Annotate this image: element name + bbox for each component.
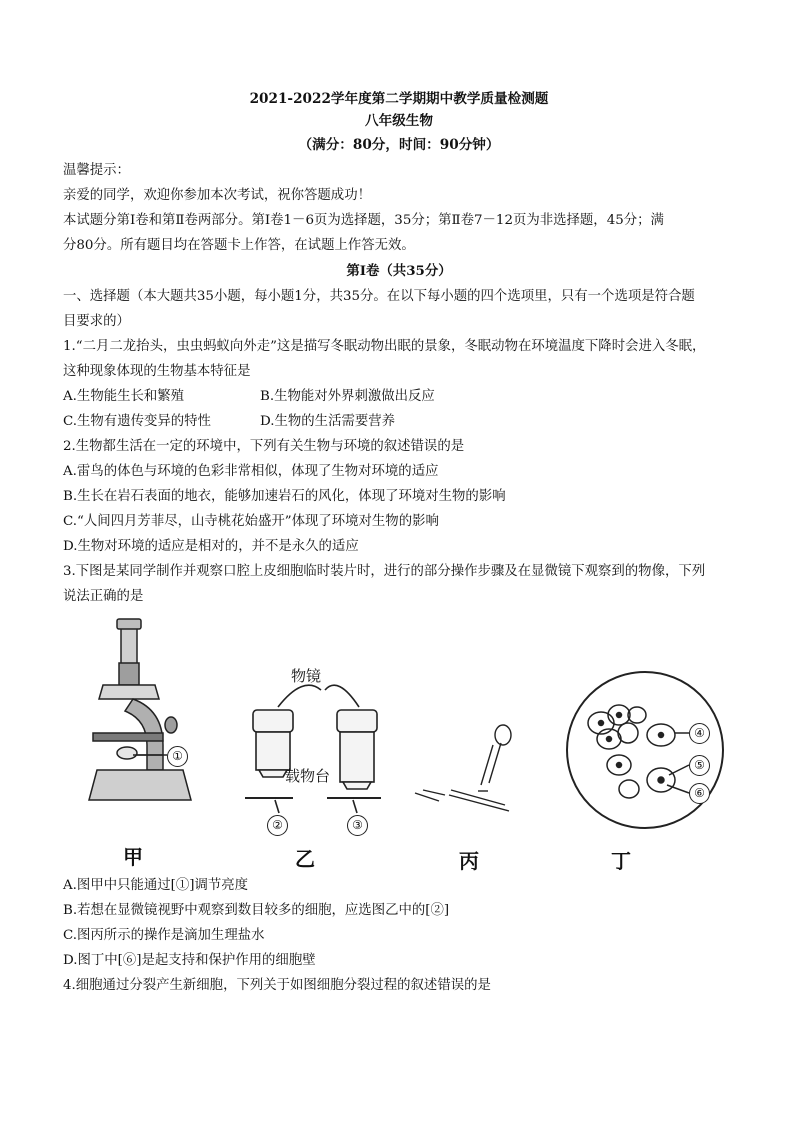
figure-label-bing: 丙 (459, 849, 479, 873)
q1-options-row2 (63, 409, 735, 434)
marker-6: ⑥ (689, 783, 710, 804)
q3-figure (63, 615, 735, 871)
notice-heading: 温馨提示： (63, 163, 130, 178)
section-instruction-line2: 目要求的） (63, 314, 130, 329)
q2-option-b: B.生长在岩石表面的地衣，能够加速岩石的风化，体现了环境对生物的影响 (63, 489, 506, 504)
figure-label-ding: 丁 (611, 849, 631, 873)
exam-title: 2021-2022学年度第二学期期中教学质量检测题 (249, 91, 549, 107)
q4-stem: 4.细胞通过分裂产生新细胞，下列关于如图细胞分裂过程的叙述错误的是 (63, 978, 491, 993)
exam-meta: （满分：80分，时间：90分钟） (298, 137, 500, 153)
stage-label: 载物台 (285, 767, 331, 785)
q1-option-b: B.生物能对外界刺激做出反应 (260, 389, 435, 404)
q2-option-a: A.雷鸟的体色与环境的色彩非常相似，体现了生物对环境的适应 (63, 464, 439, 479)
notice-desc-line1: 本试题分第Ⅰ卷和第Ⅱ卷两部分。第Ⅰ卷1－6页为选择题，35分；第Ⅱ卷7－12页为非选择题，45分；满 (63, 213, 664, 228)
objective-label: 物镜 (291, 667, 322, 685)
cells-field-illustration (137, 672, 723, 828)
section-title: 第Ⅰ卷（共35分） (346, 263, 452, 279)
q1-option-c: C.生物有遗传变异的特性 (63, 414, 211, 429)
q3-figure-drawing (63, 615, 735, 871)
marker-3: ③ (347, 815, 368, 836)
q3-stem-line1: 3.下图是某同学制作并观察口腔上皮细胞临时装片时，进行的部分操作步骤及在显微镜下观察到的物像，下列 (63, 564, 706, 579)
q3-option-b: B.若想在显微镜视野中观察到数目较多的细胞，应选图乙中的[②] (63, 903, 450, 918)
objective-lens-illustration (245, 685, 381, 813)
exam-page (63, 88, 735, 998)
section-instruction-line1: 一、选择题（本大题共35小题，每小题1分，共35分。在以下每小题的四个选项里，只有一个选项是符合题 (63, 289, 695, 304)
dropper-illustration (415, 725, 511, 811)
q3-option-a: A.图甲中只能通过[①]调节亮度 (63, 878, 249, 893)
q1-option-a: A.生物能生长和繁殖 (63, 389, 185, 404)
q2-option-c: C.“人间四月芳菲尽，山寺桃花始盛开”体现了环境对生物的影响 (63, 514, 439, 529)
q3-option-c: C.图丙所示的操作是滴加生理盐水 (63, 928, 265, 943)
q1-stem-line2: 这种现象体现的生物基本特征是 (63, 364, 251, 379)
q1-option-d: D.生物的生活需要营养 (260, 414, 396, 429)
q2-stem: 2.生物都生活在一定的环境中，下列有关生物与环境的叙述错误的是 (63, 439, 465, 454)
microscope-illustration (89, 619, 191, 800)
q1-stem-line1: 1.“二月二龙抬头，虫虫蚂蚁向外走”这是描写冬眠动物出眠的景象，冬眠动物在环境温度下降时会进入冬眠， (63, 339, 706, 354)
marker-4: ④ (689, 723, 710, 744)
q2-option-d: D.生物对环境的适应是相对的，并不是永久的适应 (63, 539, 359, 554)
figure-label-jia: 甲 (123, 845, 143, 869)
notice-desc-line2: 分80分。所有题目均在答题卡上作答，在试题上作答无效。 (63, 238, 415, 253)
subject-title: 八年级生物 (365, 113, 433, 129)
marker-5: ⑤ (689, 755, 710, 776)
figure-label-yi: 乙 (295, 847, 315, 871)
q3-stem-line2: 说法正确的是 (63, 589, 144, 604)
marker-1: ① (167, 746, 188, 767)
q3-option-d: D.图丁中[⑥]是起支持和保护作用的细胞壁 (63, 953, 316, 968)
notice-greeting: 亲爱的同学，欢迎你参加本次考试，祝你答题成功！ (63, 188, 371, 203)
q1-options-row1 (63, 384, 735, 409)
marker-2: ② (267, 815, 288, 836)
